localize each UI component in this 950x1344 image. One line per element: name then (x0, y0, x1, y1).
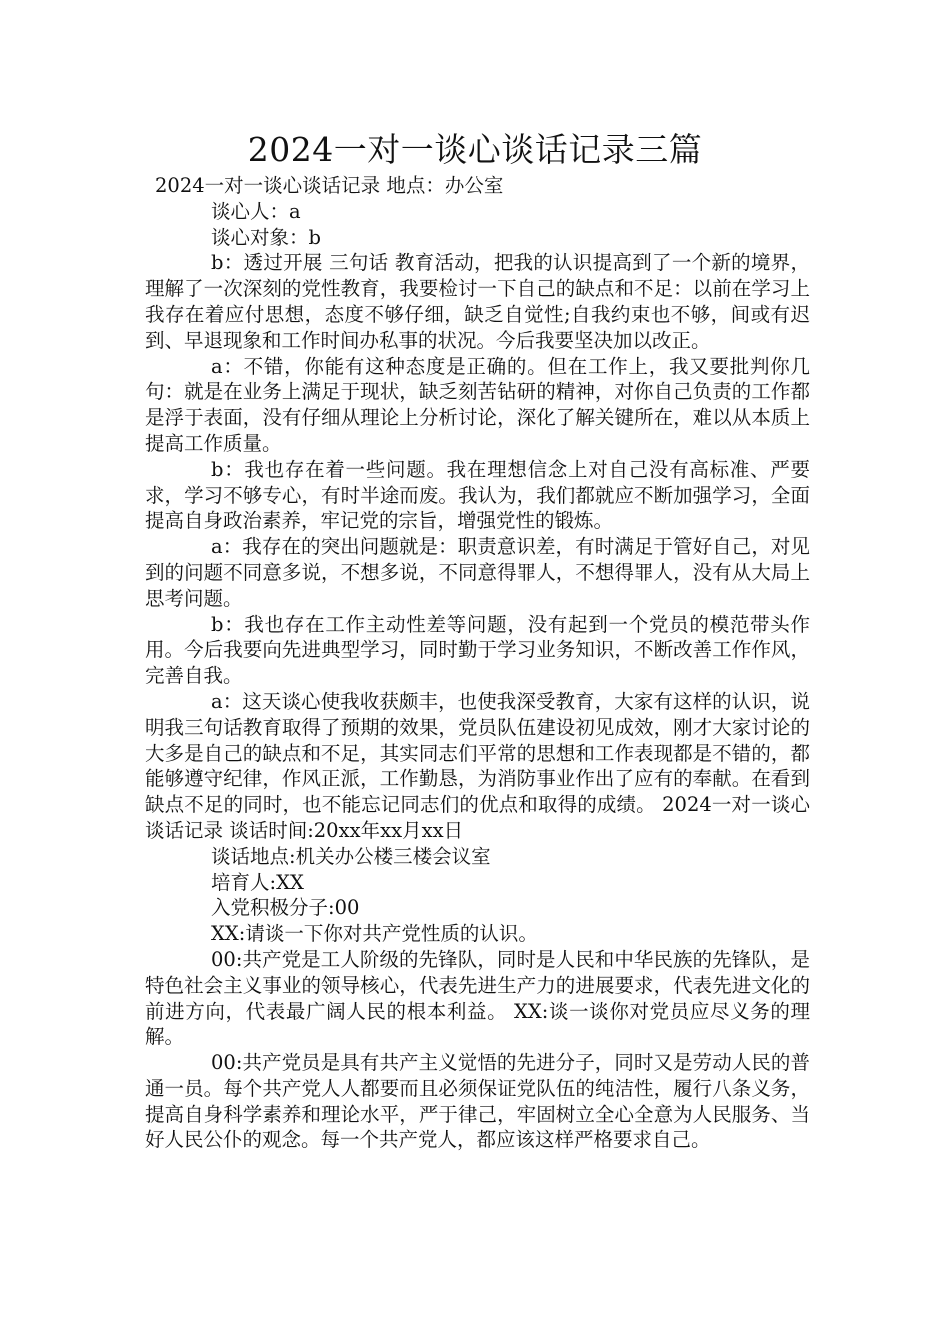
dialogue-paragraph: b：我也存在着一些问题。我在理想信念上对自己没有高标准、严要求，学习不够专心，有时半途而废。我认为，我们都就应不断加强学习，全面提高自身政治素养，牢记党的宗旨，增强党性的锻炼。 (145, 457, 810, 533)
dialogue-paragraph: b：我也存在工作主动性差等问题，没有起到一个党员的模范带头作用。今后我要向先进典型学习，同时勤于学习业务知识，不断改善工作作风，完善自我。 (145, 612, 810, 688)
dialogue-paragraph: 00:共产党员是具有共产主义觉悟的先进分子，同时又是劳动人民的普通一员。每个共产党人人都要而且必须保证党队伍的纯洁性，履行八条义务，提高自身科学素养和理论水平，严于律己，牢固树立全心全意为人民服务、当好人民公仆的观念。每一个共产党人，都应该这样严格要求自己。 (145, 1051, 810, 1152)
talker-line: 谈心人：a (211, 199, 301, 223)
trainer-line: 培育人:XX (211, 870, 304, 894)
dialogue-paragraph: a：不错，你能有这种态度是正确的。但在工作上，我又要批判你几句：就是在业务上满足于现状，缺乏刻苦钻研的精神，对你自己负责的工作都是浮于表面，没有仔细从理论上分析讨论，深化了解关键所在，难以从本质上提高工作质量。 (145, 354, 810, 455)
dialogue-paragraph: a：这天谈心使我收获颇丰，也使我深受教育，大家有这样的认识，说明我三句话教育取得了预期的效果，党员队伍建设初见成效，刚才大家讨论的大多是自己的缺点和不足，其实同志们平常的思想和工作表现都是不错的，都能够遵守纪律，作风正派，工作勤恳，为消防事业作出了应有的奉献。在看到缺点不足的同时，也不能忘记同志们的优点和取得的成绩。 2024一对一谈心谈话记录 谈话时间:20xx年xx月xx日 (145, 689, 810, 842)
document-body (145, 173, 810, 1153)
dialogue-paragraph: a：我存在的突出问题就是：职责意识差，有时满足于管好自己，对见到的问题不同意多说，不想多说，不同意得罪人，不想得罪人，没有从大局上思考问题。 (145, 535, 810, 610)
activist-line: 入党积极分子:00 (211, 896, 360, 920)
document-title: 2024一对一谈心谈话记录三篇 (247, 130, 703, 169)
talk-target-line: 谈心对象：b (211, 225, 321, 249)
dialogue-paragraph: XX:请谈一下你对共产党性质的认识。 (211, 922, 538, 946)
record-heading-1: 2024一对一谈心谈话记录 地点：办公室 (155, 174, 504, 197)
dialogue-paragraph: 00:共产党是工人阶级的先锋队，同时是人民和中华民族的先锋队，是特色社会主义事业的领导核心，代表先进生产力的进展要求，代表先进文化的前进方向，代表最广阔人民的根本利益。 XX:谈一谈你对党员应尽义务的理解。 (145, 947, 810, 1049)
talk-location-line: 谈话地点:机关办公楼三楼会议室 (211, 844, 491, 868)
dialogue-paragraph: b：透过开展 三句话 教育活动，把我的认识提高到了一个新的境界，理解了一次深刻的党性教育，我要检讨一下自己的缺点和不足：以前在学习上我存在着应付思想，态度不够仔细，缺乏自觉性;自我约束也不够，间或有迟到、早退现象和工作时间办私事的状况。今后我要坚决加以改正。 (145, 251, 810, 352)
